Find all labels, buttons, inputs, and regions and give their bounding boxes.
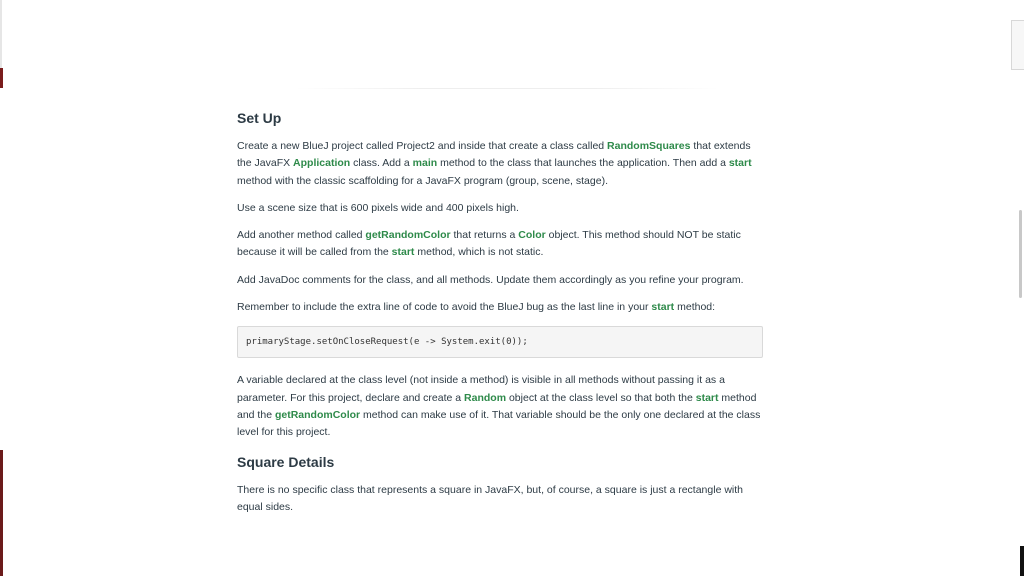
method-name-start: start (695, 391, 719, 404)
setup-paragraph-1: Create a new BlueJ project called Project2 and inside that create a class called RandomSquares that extends the JavaFX Application class. Add a main method to the class that launches the application. Then add a start method with the classic scaffolding for a JavaFX program (group, scene, stage). (237, 140, 752, 187)
setup-paragraph-2: Use a scene size that is 600 pixels wide and 400 pixels high. (237, 201, 519, 214)
setup-paragraph-3: Add another method called getRandomColor that returns a Color object. This method should NOT be static because it will be called from the start method, which is not static. (237, 229, 741, 259)
left-edge-accent (0, 450, 3, 576)
method-name-start: start (651, 301, 675, 314)
setup-heading: Set Up (237, 110, 282, 126)
square-details-paragraph: There is no specific class that represents a square in JavaFX, but, of course, a square is just a rectangle with equal sides. (237, 483, 743, 513)
scrollbar-thumb[interactable] (1019, 210, 1022, 298)
right-edge-panel (1011, 20, 1024, 70)
method-name-start: start (391, 246, 415, 259)
method-name-main: main (412, 157, 438, 170)
assignment-content (237, 108, 763, 526)
setup-paragraph-5: Remember to include the extra line of code to avoid the BlueJ bug as the last line in your start method: (237, 301, 716, 314)
method-name-getrandomcolor: getRandomColor (365, 229, 451, 242)
section-divider (296, 88, 720, 89)
setup-paragraph-4: Add JavaDoc comments for the class, and all methods. Update them accordingly as you refine your program. (237, 273, 744, 286)
left-edge-marker (0, 68, 3, 88)
method-name-start: start (728, 157, 752, 170)
method-name-getrandomcolor: getRandomColor (274, 408, 361, 421)
square-details-heading: Square Details (237, 453, 335, 470)
class-name-application: Application (293, 157, 351, 170)
class-name-color: Color (518, 229, 546, 242)
setup-paragraph-6: A variable declared at the class level (not inside a method) is visible in all methods without passing it as a parameter. For this project, declare and create a Random object at the class level so that both the start method and the getRandomColor method can make use of it. That variable should be the only one declared at the class level for this project. (237, 374, 761, 439)
code-block: primaryStage.setOnCloseRequest(e -> System.exit(0)); (237, 326, 763, 358)
right-edge-marker (1020, 546, 1024, 576)
class-name-randomsquares: RandomSquares (607, 140, 691, 152)
class-name-random: Random (464, 391, 507, 404)
